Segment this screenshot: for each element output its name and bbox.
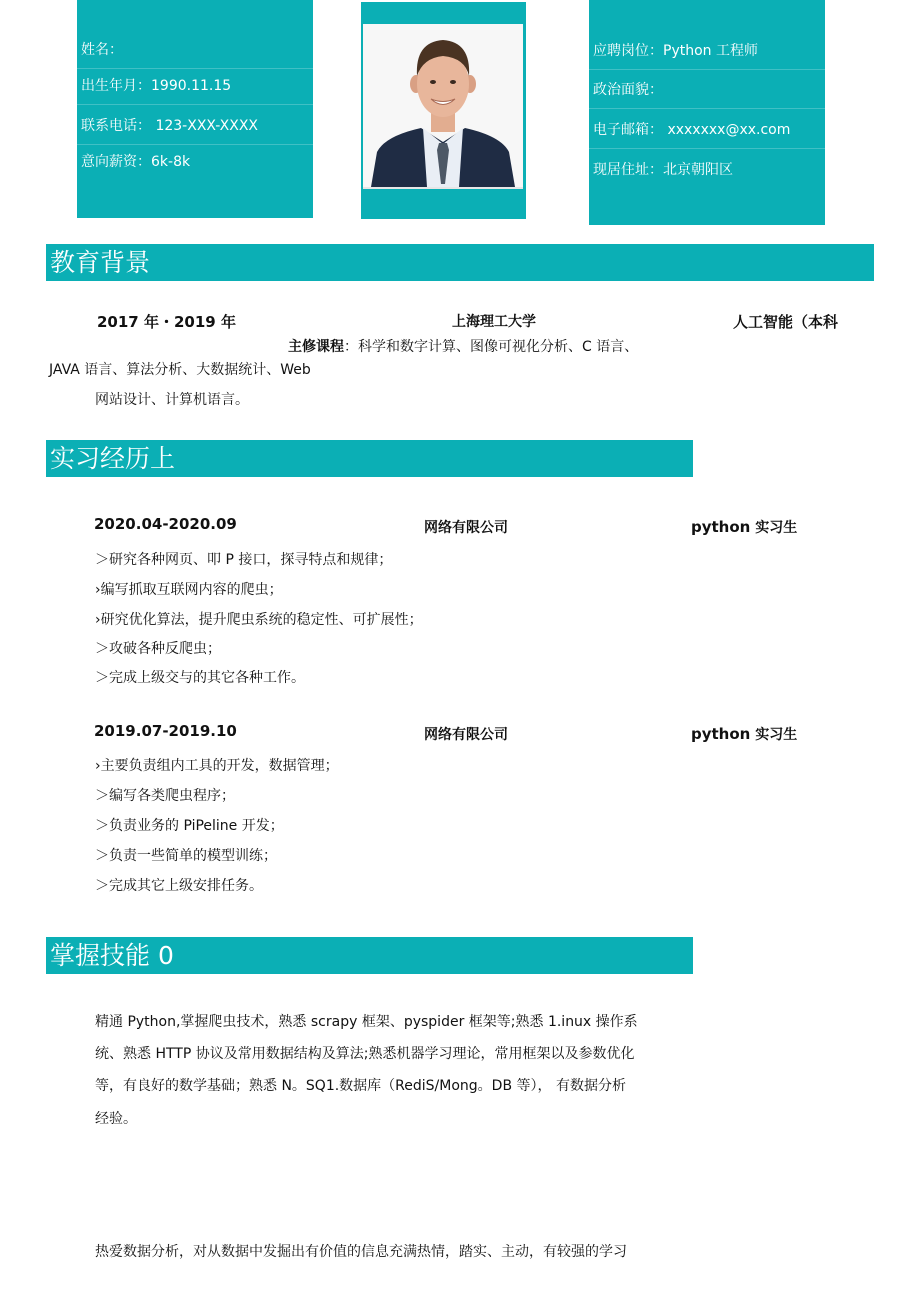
courses-line-2: JAVA 语言、算法分析、大数据统计、Web bbox=[49, 362, 311, 378]
phone-field: 联系电话： 123-XXX-XXXX bbox=[77, 108, 313, 145]
skills-line-4: 经验。 bbox=[95, 1111, 137, 1127]
job-2-duty-5: ＞完成其它上级安排任务。 bbox=[95, 878, 263, 894]
job-2-role bbox=[691, 724, 797, 744]
photo-card bbox=[361, 2, 526, 219]
politics-field: 政治面貌： bbox=[589, 72, 825, 109]
profile-right-card bbox=[589, 0, 825, 225]
job-2-duty-2: ＞编写各类爬虫程序； bbox=[95, 788, 235, 804]
job-1-company: 网络有限公司 bbox=[424, 520, 508, 536]
job-1-role bbox=[691, 517, 797, 537]
job-1-duty-2: ›编写抓取互联网内容的爬虫； bbox=[95, 582, 283, 598]
job-2-company: 网络有限公司 bbox=[424, 727, 508, 743]
job-1-role-en: python bbox=[691, 518, 751, 536]
birth-field: 出生年月：1990.11.15 bbox=[77, 68, 313, 105]
skills-line-3: 等，有良好的数学基础；熟悉 N。SQ1.数据库（RediS/Mong。DB 等）， 有数据分析 bbox=[95, 1078, 626, 1094]
courses-line-3: 网站设计、计算机语言。 bbox=[95, 392, 249, 408]
email-field: 电子邮箱： xxxxxxx@xx.com bbox=[589, 112, 825, 149]
job-2-duty-3: ＞负责业务的 PiPeline 开发； bbox=[95, 818, 284, 834]
self-eval-line-1: 热爱数据分析，对从数据中发掘出有价值的信息充满热情，踏实、主动，有较强的学习 bbox=[95, 1244, 627, 1260]
position-field: 应聘岗位：Python 工程师 bbox=[589, 33, 825, 70]
internship-section-title: 实习经历上 bbox=[46, 440, 693, 477]
education-section-title: 教育背景 bbox=[46, 244, 874, 281]
profile-left-card bbox=[77, 0, 313, 218]
name-field: 姓名： bbox=[77, 32, 313, 69]
courses-label: 主修课程 bbox=[288, 339, 344, 355]
job-2-duty-4: ＞负责一些简单的模型训练； bbox=[95, 848, 277, 864]
job-1-duty-1: ＞研究各种网页、叩 P 接口，探寻特点和规律； bbox=[95, 552, 393, 568]
skills-line-1: 精通 Python,掌握爬虫技术，熟悉 scrapy 框架、pyspider 框架等;熟悉 1.inux 操作系 bbox=[95, 1014, 638, 1030]
education-major: 人工智能（本科 bbox=[733, 313, 839, 331]
job-1-duty-4: ＞攻破各种反爬虫； bbox=[95, 641, 221, 657]
skills-section-title: 掌握技能 0 bbox=[46, 937, 693, 974]
avatar bbox=[363, 24, 523, 189]
person-photo-icon bbox=[363, 24, 523, 187]
skills-line-2: 统、熟悉 HTTP 协议及常用数据结构及算法;熟悉机器学习理论，常用框架以及参数优化 bbox=[95, 1046, 635, 1062]
courses-text: ：科学和数字计算、图像可视化分析、C 语言、 bbox=[344, 339, 639, 355]
job-2-role-cn: 实习生 bbox=[750, 727, 798, 743]
job-1-duty-3: ›研究优化算法，提升爬虫系统的稳定性、可扩展性； bbox=[95, 612, 423, 628]
education-period: 2017 年・2019 年 bbox=[97, 313, 236, 331]
job-1-period: 2020.04-2020.09 bbox=[94, 515, 237, 533]
salary-field: 意向薪资：6k-8k bbox=[81, 154, 191, 170]
job-2-duty-1: ›主要负责组内工具的开发，数据管理； bbox=[95, 758, 339, 774]
address-field: 现居住址：北京朝阳区 bbox=[593, 162, 733, 178]
job-1-role-cn: 实习生 bbox=[750, 520, 798, 536]
courses-line-1 bbox=[288, 336, 638, 356]
job-2-role-en: python bbox=[691, 725, 751, 743]
job-2-period: 2019.07-2019.10 bbox=[94, 722, 237, 740]
education-school: 上海理工大学 bbox=[452, 314, 536, 330]
job-1-duty-5: ＞完成上级交与的其它各种工作。 bbox=[95, 670, 305, 686]
